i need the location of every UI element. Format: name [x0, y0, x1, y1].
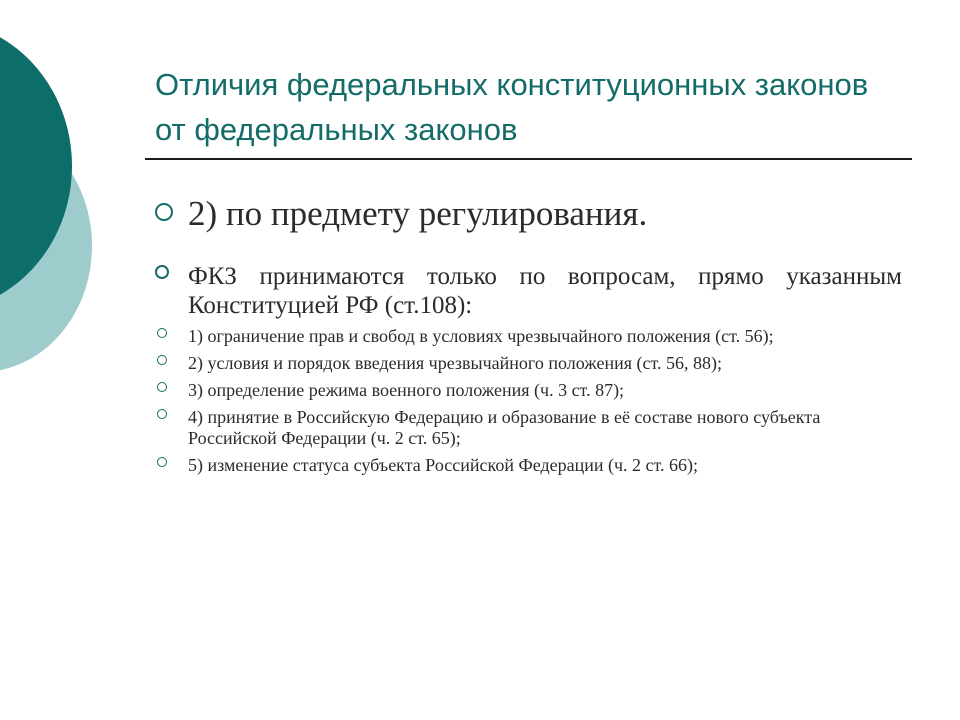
hollow-circle-bullet-icon	[155, 265, 169, 279]
hollow-circle-bullet-icon	[157, 328, 167, 338]
hollow-circle-bullet-icon	[157, 382, 167, 392]
sub-bullet-point	[155, 353, 902, 374]
hollow-circle-bullet-icon	[157, 457, 167, 467]
hollow-circle-bullet-icon	[157, 355, 167, 365]
heading-bullet-point	[155, 194, 902, 234]
heading-bullet-text: 2) по предмету регулирования.	[188, 194, 648, 233]
hollow-circle-bullet-icon	[157, 409, 167, 419]
intro-bullet-text: ФКЗ принимаются только по вопросам, прямо указанным Конституцией РФ (ст.108):	[188, 263, 902, 319]
sub-bullet-text: 1) ограничение прав и свобод в условиях чрезвычайного положения (ст. 56);	[188, 326, 774, 346]
slide-body	[155, 194, 902, 482]
sub-bullet-point	[155, 380, 902, 401]
sub-bullet-text: 5) изменение статуса субъекта Российской Федерации (ч. 2 ст. 66);	[188, 455, 699, 475]
title-divider	[145, 158, 912, 160]
sub-bullet-point	[155, 326, 902, 347]
sub-bullet-text: 4) принятие в Российскую Федерацию и образование в её составе нового субъекта Российской Федерации (ч. 2 ст. 65);	[188, 407, 821, 448]
sub-bullet-point	[155, 455, 902, 476]
intro-bullet-point	[155, 262, 902, 320]
slide-title: Отличия федеральных конституционных законов от федеральных законов	[155, 67, 869, 147]
sub-bullet-text: 2) условия и порядок введения чрезвычайного положения (ст. 56, 88);	[188, 353, 723, 373]
hollow-circle-bullet-icon	[155, 203, 173, 221]
sub-bullet-text: 3) определение режима военного положения (ч. 3 ст. 87);	[188, 380, 625, 400]
sub-bullet-point	[155, 407, 902, 449]
